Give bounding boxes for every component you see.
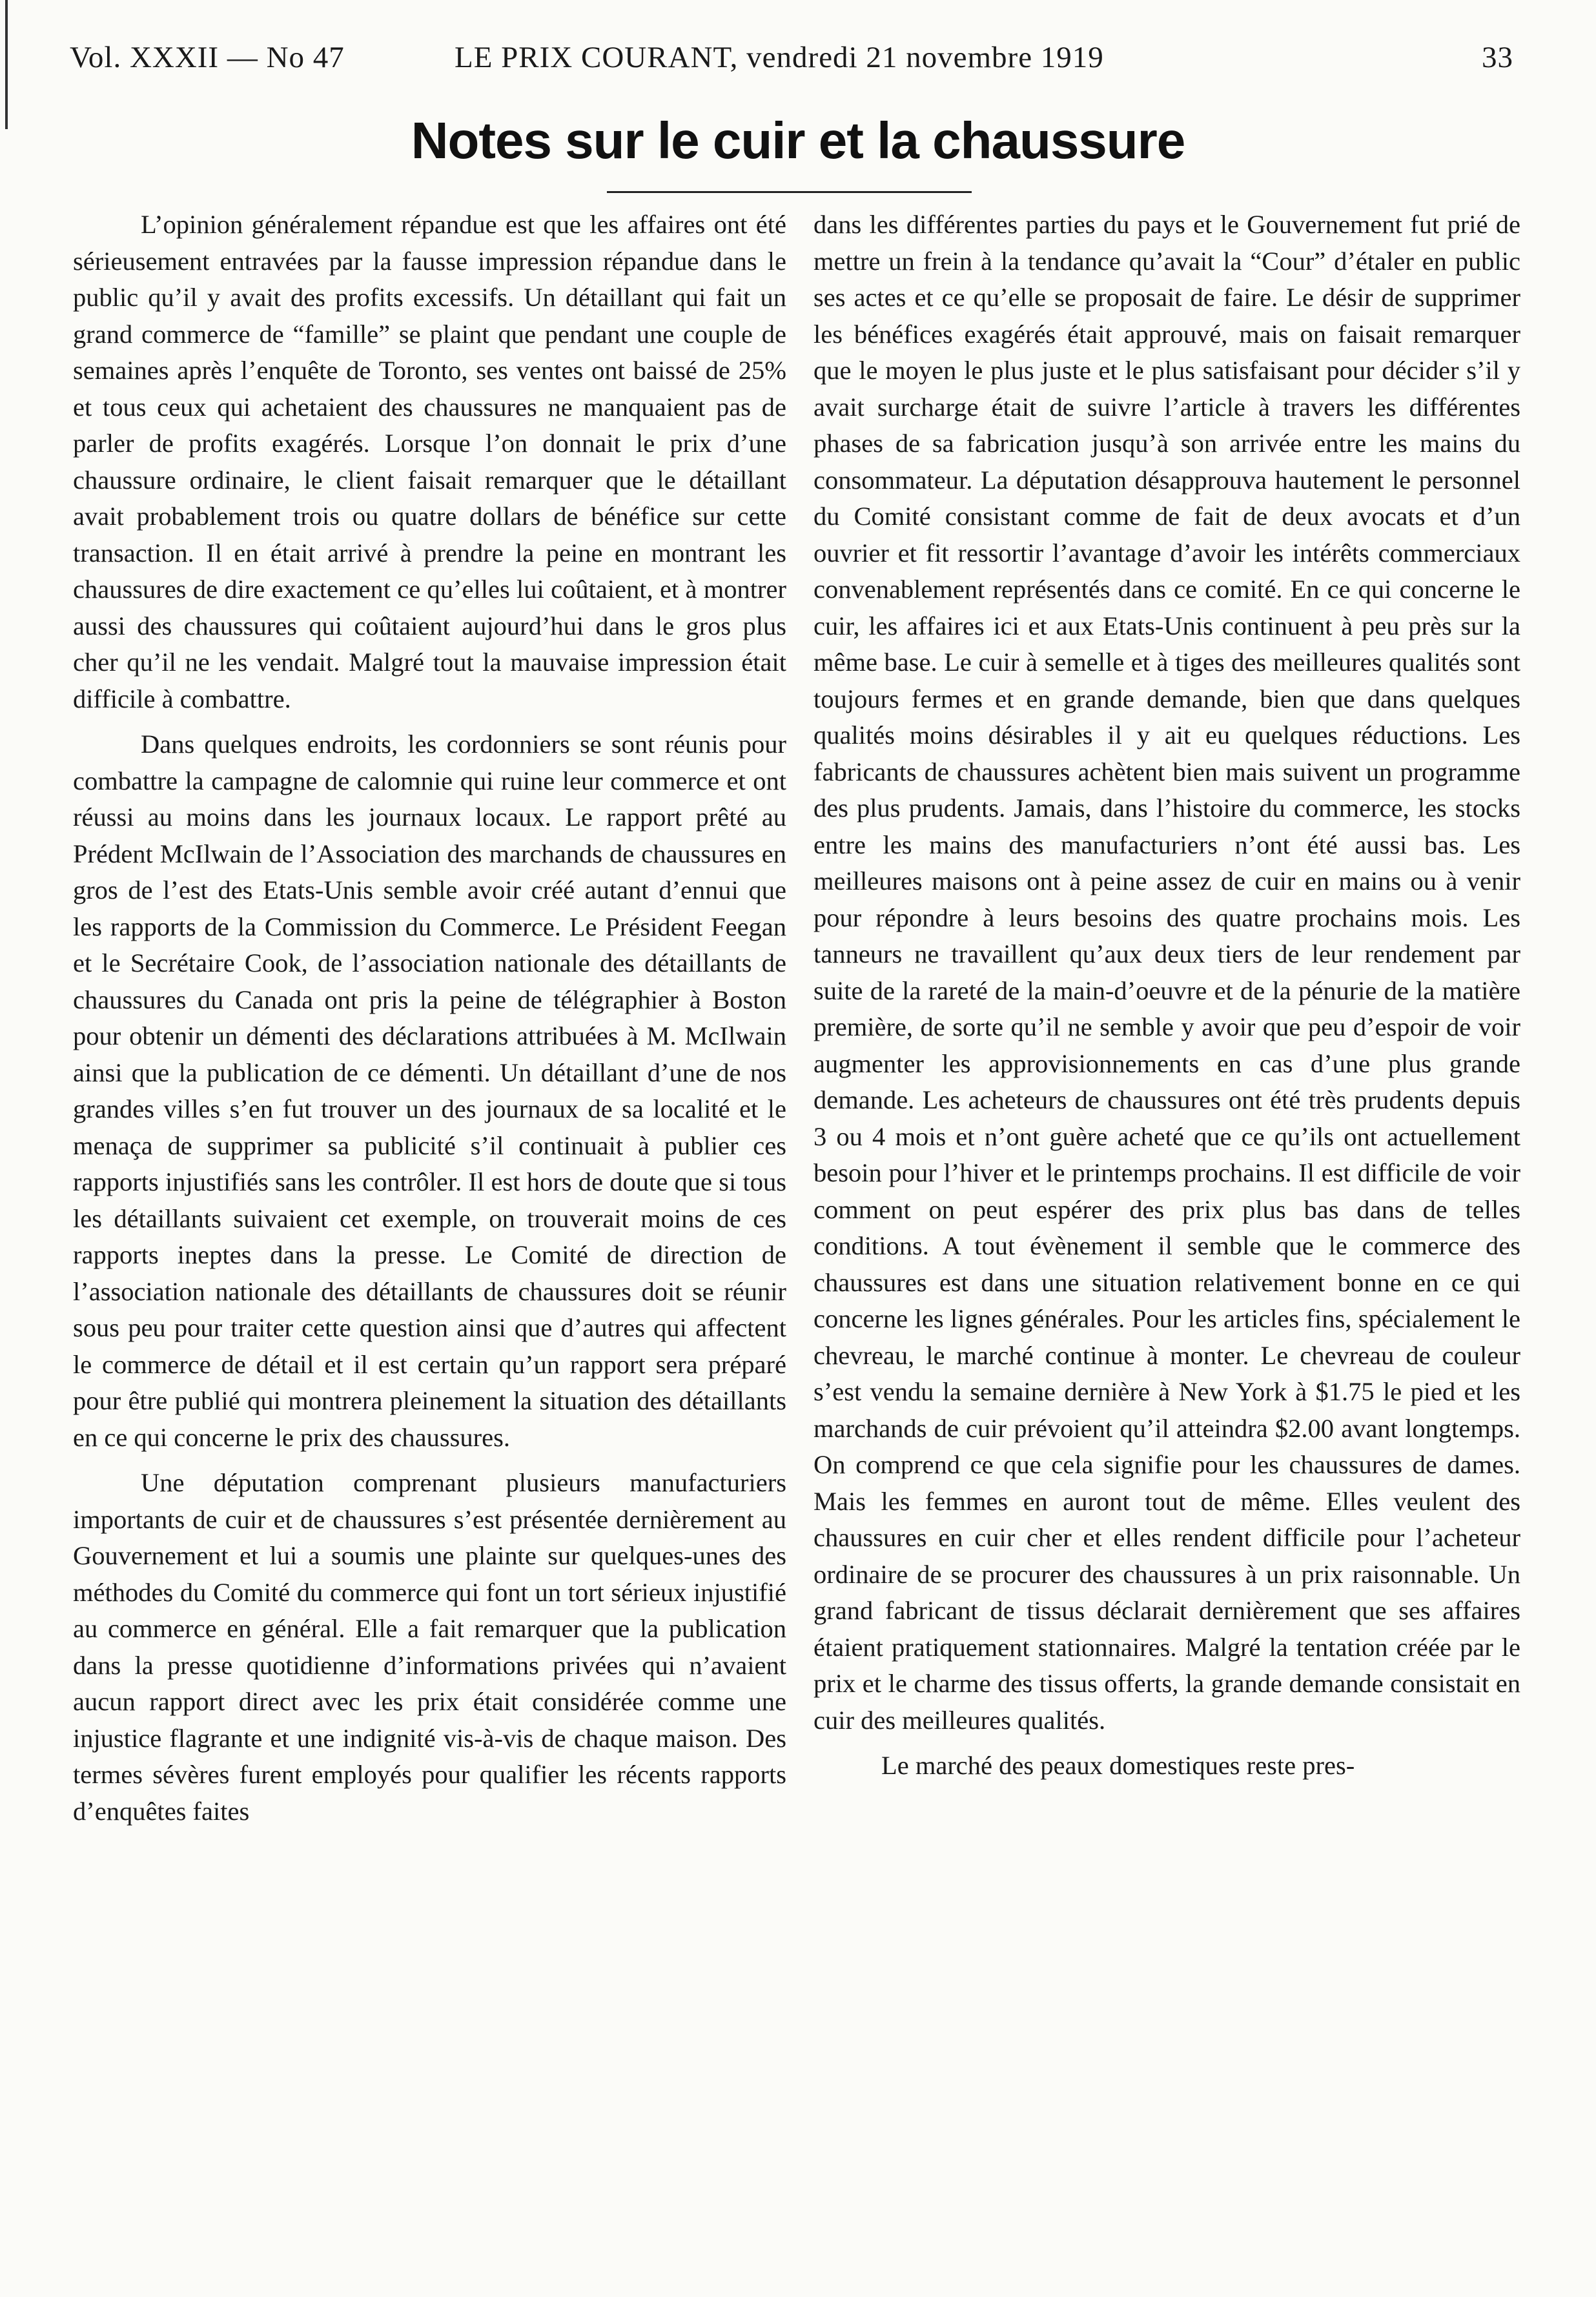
running-header: [70, 40, 1513, 85]
paragraph: Dans quelques endroits, les cordonniers se sont réunis pour combattre la campagne de calomnie qui ruine leur commerce et ont réussi au moins dans les journaux locaux. Le rapport prêté au Prédent McIlwain de l’Association des marchands de chaussures en gros de l’est des Etats-Unis semble avoir créé autant d’ennui que les rapports de la Commission du Commerce. Le Président Feegan et le Secrétaire Cook, de l’association nationale des détaillants de chaussures du Canada ont pris la peine de télégraphier à Boston pour obtenir un démenti des déclarations attribuées à M. McIlwain ainsi que la publication de ce démenti. Un détaillant d’une de nos grandes villes s’en fut trouver un des journaux de sa localité et le menaça de supprimer sa publicité s’il continuait à publier ces rapports injustifiés sans les contrôler. Il est hors de doute que si tous les détaillants suivaient cet exemple, on trouverait moins de ces rapports ineptes dans la presse. Le Comité de direction de l’association nationale des détaillants de chaussures doit se réunir sous peu pour traiter cette question ainsi que d’autres qui affectent le commerce de détail et il est certain qu’un rapport sera préparé pour être publié qui montrera pleinement la situation des détaillants en ce qui concerne le prix des chaussures.: [73, 730, 786, 1452]
left-column: [73, 207, 786, 1830]
article-title: Notes sur le cuir et la chaussure: [411, 112, 1185, 169]
paragraph-continued: dans les différentes parties du pays et le Gouvernement fut prié de mettre un frein à la tendance qu’avait la “Cour” d’étaler en public ses actes et ce qu’elle se proposait de faire. Le désir de supprimer les bénéfices exagérés était approuvé, mais on faisait remarquer que le moyen le plus juste et le plus satisfaisant pour décider s’il y avait surcharge était de suivre l’article à travers les différentes phases de sa fabrication jusqu’à son arrivée entre les mains du consommateur. La députation désapprouva hautement le personnel du Comité consistant comme de fait de deux avocats et d’un ouvrier et fit ressortir l’avantage d’avoir les intérêts commerciaux convenablement représentés dans ce comité. En ce qui concerne le cuir, les affaires ici et aux Etats-Unis continuent à peu près sur la même base. Le cuir à semelle et à tiges des meilleures qualités sont toujours fermes et en grande demande, bien que dans quelques qualités moins désirables il y ait eu quelques réductions. Les fabricants de chaussures achètent bien mais suivent un programme des plus prudents. Jamais, dans l’histoire du commerce, les stocks entre les mains des manufacturiers n’ont été aussi bas. Les meilleures maisons ont à peine assez de cuir en mains ou à venir pour répondre à leurs besoins des quatre prochains mois. Les tanneurs ne travaillent qu’aux deux tiers de leur rendement par suite de la rareté de la main-d’oeuvre et de la pénurie de la matière première, de sorte qu’il ne semble y avoir que peu d’espoir de voir augmenter les approvisionnements en cas d’une plus grande demande. Les acheteurs de chaussures ont été très prudents depuis 3 ou 4 mois et n’ont guère acheté que ce qu’ils ont actuellement besoin pour l’hiver et le printemps prochains. Il est difficile de voir comment on peut espérer des prix plus bas dans de telles conditions. A tout évènement il semble que le commerce des chaussures est dans une situation relativement bonne en ce qui concerne les lignes générales. Pour les articles fins, spécialement le chevreau, le marché continue à monter. Le chevreau de couleur s’est vendu la semaine dernière à New York à $1.75 le pied et les marchands de cuir prévoient qu’il atteindra $2.00 avant longtemps. On comprend ce que cela signifie pour les chaussures de dames. Mais les femmes en auront tout de même. Elles veulent des chaussures en cuir cher et elles rendent difficile pour l’acheteur ordinaire de se procurer des chaussures à un prix raisonnable. Un grand fabricant de tissus déclarait dernièrement que ses affaires étaient pratiquement stationnaires. Malgré la tentation créée par le prix et le charme des tissus offerts, la grande demande consistait en cuir des meilleures qualités.: [813, 210, 1520, 1735]
right-column: [813, 207, 1520, 1784]
paragraph: Une députation comprenant plusieurs manufacturiers importants de cuir et de chaussures s’est présentée dernièrement au Gouvernement et lui a soumis une plainte sur quelques-unes des méthodes du Comité du commerce qui font un tort sérieux injustifié au commerce en général. Elle a fait remarquer que la publication dans la presse quotidienne d’informations privées qui n’avaient aucun rapport direct avec les prix était considérée comme une injustice flagrante et une indignité vis-à-vis de chaque maison. Des termes sévères furent employés pour qualifier les récents rapports d’enquêtes faites: [73, 1468, 786, 1826]
paragraph: L’opinion généralement répandue est que les affaires ont été sérieusement entravées par la fausse impression répandue dans le public qu’il y avait des profits excessifs. Un détaillant qui fait un grand commerce de “famille” se plaint que pendant une couple de semaines après l’enquête de Toronto, ses ventes ont baissé de 25% et tous ceux qui achetaient des chaussures ne manquaient pas de parler de profits exagérés. Lorsque l’on donnait le prix d’une chaussure ordinaire, le client faisait remarquer que le détaillant avait probablement trois ou quatre dollars de bénéfice sur cette transaction. Il en était arrivé à prendre la peine en montrant les chaussures de dire exactement ce qu’elles lui coûtaient, et à montrer aussi des chaussures qui coûtaient aujourd’hui dans le gros plus cher qu’il ne les vendait. Malgré tout la mauvaise impression était difficile à combattre.: [73, 210, 786, 713]
volume-number: Vol. XXXII — No 47: [70, 41, 345, 74]
title-rule: [607, 191, 972, 193]
page-number: 33: [1482, 41, 1513, 74]
publication-date: LE PRIX COURANT, vendredi 21 novembre 1919: [455, 41, 1104, 74]
page-edge-line: [5, 0, 8, 129]
paragraph: Le marché des peaux domestiques reste pres-: [881, 1751, 1355, 1780]
